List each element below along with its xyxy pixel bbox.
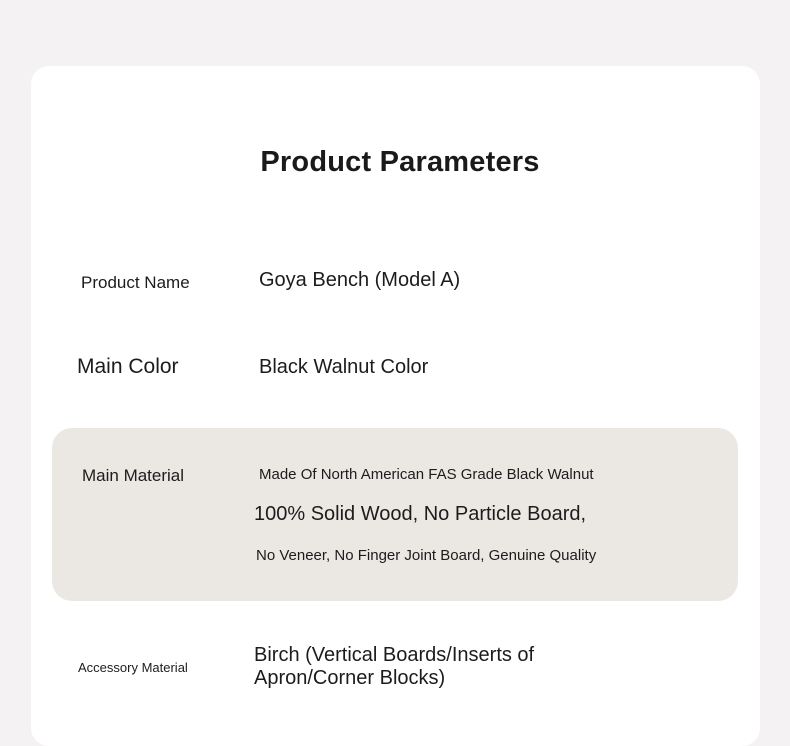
main-color-label: Main Color	[77, 355, 179, 378]
main-material-label: Main Material	[82, 466, 185, 485]
product-name-value: Goya Bench (Model A)	[259, 269, 461, 291]
page-title: Product Parameters	[260, 146, 540, 178]
accessory-material-value: Birch (Vertical Boards/Inserts of Apron/Corner Blocks)	[254, 644, 535, 689]
accessory-material-label: Accessory Material	[78, 660, 188, 675]
product-name-label: Product Name	[81, 273, 190, 292]
main-material-line-3: No Veneer, No Finger Joint Board, Genuine Quality	[256, 547, 597, 564]
main-material-line-1: Made Of North American FAS Grade Black Walnut	[259, 466, 594, 483]
main-material-line-2: 100% Solid Wood, No Particle Board,	[254, 503, 587, 525]
main-color-value: Black Walnut Color	[259, 356, 429, 378]
